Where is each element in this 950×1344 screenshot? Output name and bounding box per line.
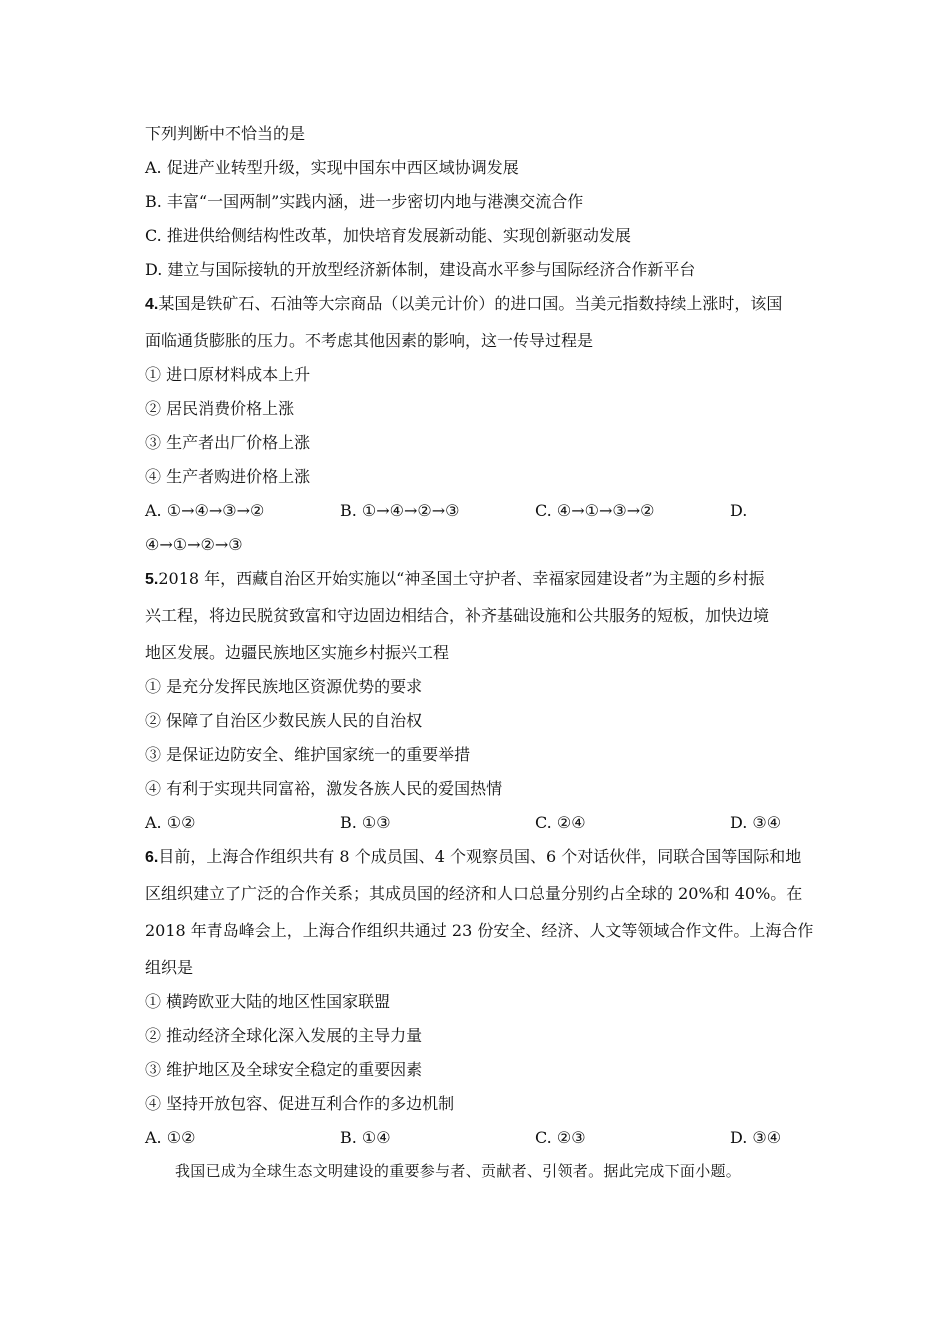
q5-item-2: ② 保障了自治区少数民族人民的自治权	[145, 711, 423, 730]
q6-stem-line-3: 2018 年青岛峰会上，上海合作组织共通过 23 份安全、经济、人文等领域合作文件。上海合作	[145, 921, 814, 940]
passage-intro: 我国已成为全球生态文明建设的重要参与者、贡献者、引领者。据此完成下面小题。	[175, 1162, 742, 1180]
q3-tail: 下列判断中不恰当的是	[145, 124, 306, 143]
q4-item-1: ① 进口原材料成本上升	[145, 365, 311, 384]
q6-choices	[145, 1128, 810, 1148]
q5-item-1: ① 是充分发挥民族地区资源优势的要求	[145, 677, 423, 696]
q6-choice-c: C. ②③	[535, 1128, 586, 1147]
q3-option-c: C. 推进供给侧结构性改革，加快培育发展新动能、实现创新驱动发展	[145, 226, 631, 245]
q3-option-a: A. 促进产业转型升级，实现中国东中西区域协调发展	[145, 158, 519, 177]
q6-item-1: ① 横跨欧亚大陆的地区性国家联盟	[145, 992, 391, 1011]
q3-option-d: D. 建立与国际接轨的开放型经济新体制，建设高水平参与国际经济合作新平台	[145, 260, 696, 279]
q6-item-3: ③ 维护地区及全球安全稳定的重要因素	[145, 1060, 423, 1079]
q6-stem-line-1: 6.目前，上海合作组织共有 8 个成员国、4 个观察员国、6 个对话伙伴，同联合国等国际和地	[145, 847, 802, 866]
q4-item-2: ② 居民消费价格上涨	[145, 399, 295, 418]
q6-stem-line-2: 区组织建立了广泛的合作关系；其成员国的经济和人口总量分别约占全球的 20%和 40%。在	[145, 884, 803, 903]
exam-content	[145, 124, 814, 1181]
q6-item-4: ④ 坚持开放包容、促进互利合作的多边机制	[145, 1094, 455, 1113]
q6-stem-line-4: 组织是	[145, 958, 194, 977]
q5-number: 5.	[145, 571, 159, 588]
q5-stem-line-2: 兴工程，将边民脱贫致富和守边固边相结合，补齐基础设施和公共服务的短板，加快边境	[145, 606, 770, 625]
q4-choices	[145, 501, 810, 521]
q5-item-3: ③ 是保证边防安全、维护国家统一的重要举措	[145, 745, 471, 764]
q5-stem-line-3: 地区发展。边疆民族地区实施乡村振兴工程	[145, 643, 450, 662]
q5-stem-line-1: 5.2018 年，西藏自治区开始实施以“神圣国土守护者、幸福家园建设者”为主题的乡村振	[145, 569, 765, 588]
q4-choice-d-wrap: ④→①→②→③	[145, 535, 243, 554]
q5-choices	[145, 813, 810, 833]
q4-item-3: ③ 生产者出厂价格上涨	[145, 433, 311, 452]
q5-choice-c: C. ②④	[535, 813, 586, 832]
q4-item-4: ④ 生产者购进价格上涨	[145, 467, 311, 486]
q4-choice-c: C. ④→①→③→②	[535, 501, 655, 520]
q5-choice-a: A. ①②	[145, 813, 196, 832]
q4-choice-d: D.	[730, 501, 748, 520]
q4-stem-line-1: 4.某国是铁矿石、石油等大宗商品（以美元计价）的进口国。当美元指数持续上涨时，该国	[145, 294, 783, 313]
q5-choice-b: B. ①③	[340, 813, 391, 832]
q6-number: 6.	[145, 849, 159, 866]
q4-choice-b: B. ①→④→②→③	[340, 501, 460, 520]
q6-choice-b: B. ①④	[340, 1128, 391, 1147]
q4-choice-a: A. ①→④→③→②	[145, 501, 265, 520]
q6-choice-a: A. ①②	[145, 1128, 196, 1147]
q5-choice-d: D. ③④	[730, 813, 782, 832]
q5-item-4: ④ 有利于实现共同富裕，激发各族人民的爱国热情	[145, 779, 503, 798]
q4-stem-line-2: 面临通货膨胀的压力。不考虑其他因素的影响，这一传导过程是	[145, 331, 594, 350]
q3-option-b: B. 丰富“一国两制”实践内涵，进一步密切内地与港澳交流合作	[145, 192, 584, 211]
q6-item-2: ② 推动经济全球化深入发展的主导力量	[145, 1026, 423, 1045]
q4-number: 4.	[145, 296, 159, 313]
q6-choice-d: D. ③④	[730, 1128, 782, 1147]
